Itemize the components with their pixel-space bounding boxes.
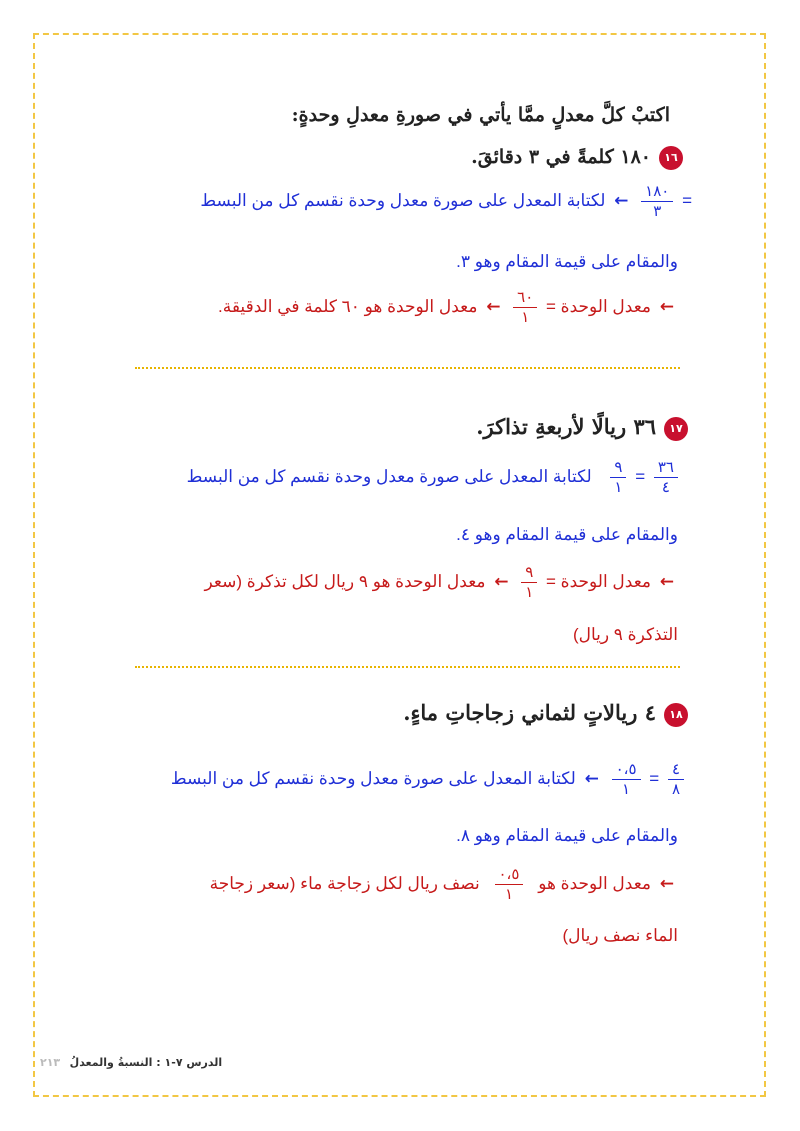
left-arrow-icon: ← [494, 571, 509, 592]
fraction-denominator: ١ [622, 781, 631, 798]
unit-rate-result: معدل الوحدة هو ٩ ريال لكل تذكرة (سعر [204, 571, 486, 591]
fraction [668, 762, 684, 797]
problem-18-prompt [403, 700, 688, 727]
fraction-denominator: ٣ [653, 203, 662, 220]
p17-line4: التذكرة ٩ ريال) [572, 625, 678, 644]
fraction-denominator: ١ [525, 584, 534, 601]
fraction-numerator: ٩ [521, 565, 537, 583]
problem-number-badge: ١٧ [664, 417, 688, 441]
p17-line3 [205, 565, 678, 600]
problem-number-badge: ١٦ [659, 146, 683, 170]
p18-line3 [210, 867, 678, 902]
fraction-numerator: ٠،٥ [612, 762, 641, 780]
left-arrow-icon: ← [659, 296, 674, 317]
fraction-denominator: ٨ [671, 781, 680, 798]
problem-prompt-text: ٤ ريالاتٍ لثماني زجاجاتِ ماءٍ. [403, 700, 656, 725]
p16-line3 [218, 290, 678, 325]
page-number: ٢١٣ [40, 1056, 61, 1069]
unit-rate-label: معدل الوحدة هو [538, 873, 652, 893]
section-divider [135, 367, 680, 369]
page-footer [40, 1056, 222, 1069]
fraction-denominator: ١ [504, 886, 514, 903]
fraction [654, 460, 678, 495]
p18-line2: والمقام على قيمة المقام وهو ٨. [456, 826, 678, 845]
fraction [641, 184, 673, 219]
fraction-numerator: ٣٦ [654, 460, 678, 478]
lesson-label: الدرس ٧-١ : النسبةُ والمعدلُ [69, 1056, 223, 1069]
fraction-numerator: ٤ [668, 762, 684, 780]
p16-line2: والمقام على قيمة المقام وهو ٣. [456, 252, 678, 271]
left-arrow-icon: ← [659, 873, 674, 894]
equals-sign: = [649, 768, 660, 788]
problem-number-badge: ١٨ [664, 703, 688, 727]
fraction-denominator: ٤ [661, 479, 670, 496]
left-arrow-icon: ← [614, 190, 629, 211]
fraction [610, 460, 626, 495]
equals-sign: = [682, 190, 692, 210]
fraction-denominator: ١ [521, 309, 530, 326]
p16-line1 [200, 184, 692, 219]
fraction-numerator: ٦٠ [513, 290, 537, 308]
unit-rate-label: معدل الوحدة = [546, 296, 652, 316]
explanation-text: لكتابة المعدل على صورة معدل وحدة نقسم كل من البسط [200, 190, 606, 210]
p18-line4: الماء نصف ريال) [562, 926, 678, 945]
fraction-numerator: ٠،٥ [495, 867, 524, 885]
p17-line1 [187, 460, 682, 495]
p18-line1 [171, 762, 688, 797]
problem-16-prompt [471, 146, 683, 170]
problem-prompt-text: ٣٦ ريالًا لأربعةِ تذاكرَ. [476, 414, 656, 439]
left-arrow-icon: ← [486, 296, 501, 317]
problem-17-prompt [476, 414, 688, 441]
fraction-denominator: ١ [614, 479, 623, 496]
fraction [495, 867, 524, 902]
left-arrow-icon: ← [584, 768, 599, 789]
instruction-text: اكتبْ كلَّ معدلٍ ممَّا يأتي في صورةِ معدلِ وحدةٍ: [291, 104, 670, 126]
problem-prompt-text: ١٨٠ كلمةً في ٣ دقائقَ. [471, 146, 651, 168]
p17-line2: والمقام على قيمة المقام وهو ٤. [456, 525, 678, 544]
section-divider [135, 666, 680, 668]
fraction [521, 565, 537, 600]
explanation-text: لكتابة المعدل على صورة معدل وحدة نقسم كل من البسط [170, 768, 576, 788]
fraction [612, 762, 641, 797]
unit-rate-result: نصف ريال لكل زجاجة ماء (سعر زجاجة [209, 873, 480, 893]
unit-rate-result: معدل الوحدة هو ٦٠ كلمة في الدقيقة. [218, 296, 478, 316]
equals-sign: = [635, 466, 646, 486]
fraction-numerator: ٩ [610, 460, 626, 478]
fraction-numerator: ١٨٠ [641, 184, 673, 202]
fraction [513, 290, 537, 325]
left-arrow-icon: ← [659, 571, 674, 592]
unit-rate-label: معدل الوحدة = [546, 571, 652, 591]
explanation-text: لكتابة المعدل على صورة معدل وحدة نقسم كل من البسط [186, 466, 592, 486]
